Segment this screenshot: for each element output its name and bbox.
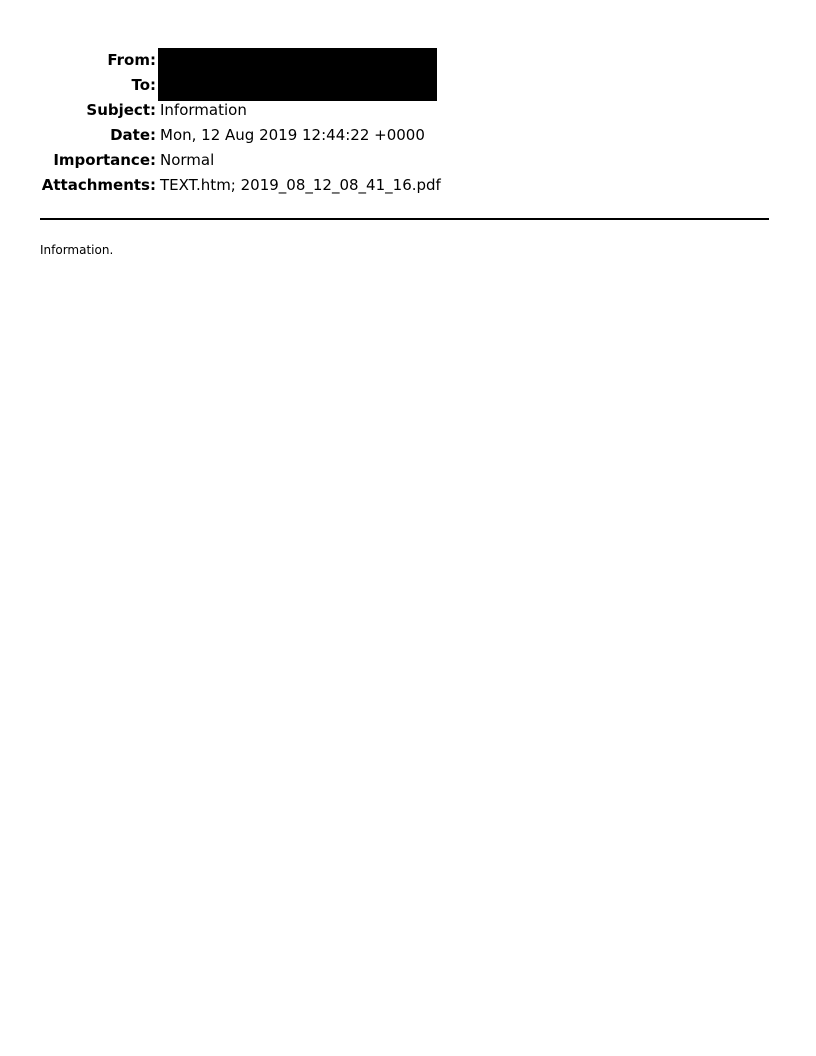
email-body: Information.	[40, 243, 114, 257]
redaction-block	[158, 48, 437, 101]
date-row	[0, 123, 816, 148]
importance-label: Importance:	[53, 151, 156, 169]
to-label: To:	[131, 76, 156, 94]
importance-row	[0, 148, 816, 173]
importance-value: Normal	[160, 151, 215, 169]
header-divider	[40, 218, 769, 220]
from-label: From:	[107, 51, 156, 69]
date-value: Mon, 12 Aug 2019 12:44:22 +0000	[160, 126, 425, 144]
subject-label: Subject:	[86, 101, 156, 119]
attachments-row	[0, 173, 816, 198]
attachments-value: TEXT.htm; 2019_08_12_08_41_16.pdf	[160, 176, 441, 194]
attachments-label: Attachments:	[41, 176, 156, 194]
date-label: Date:	[110, 126, 156, 144]
subject-value: Information	[160, 101, 247, 119]
subject-row	[0, 98, 816, 123]
